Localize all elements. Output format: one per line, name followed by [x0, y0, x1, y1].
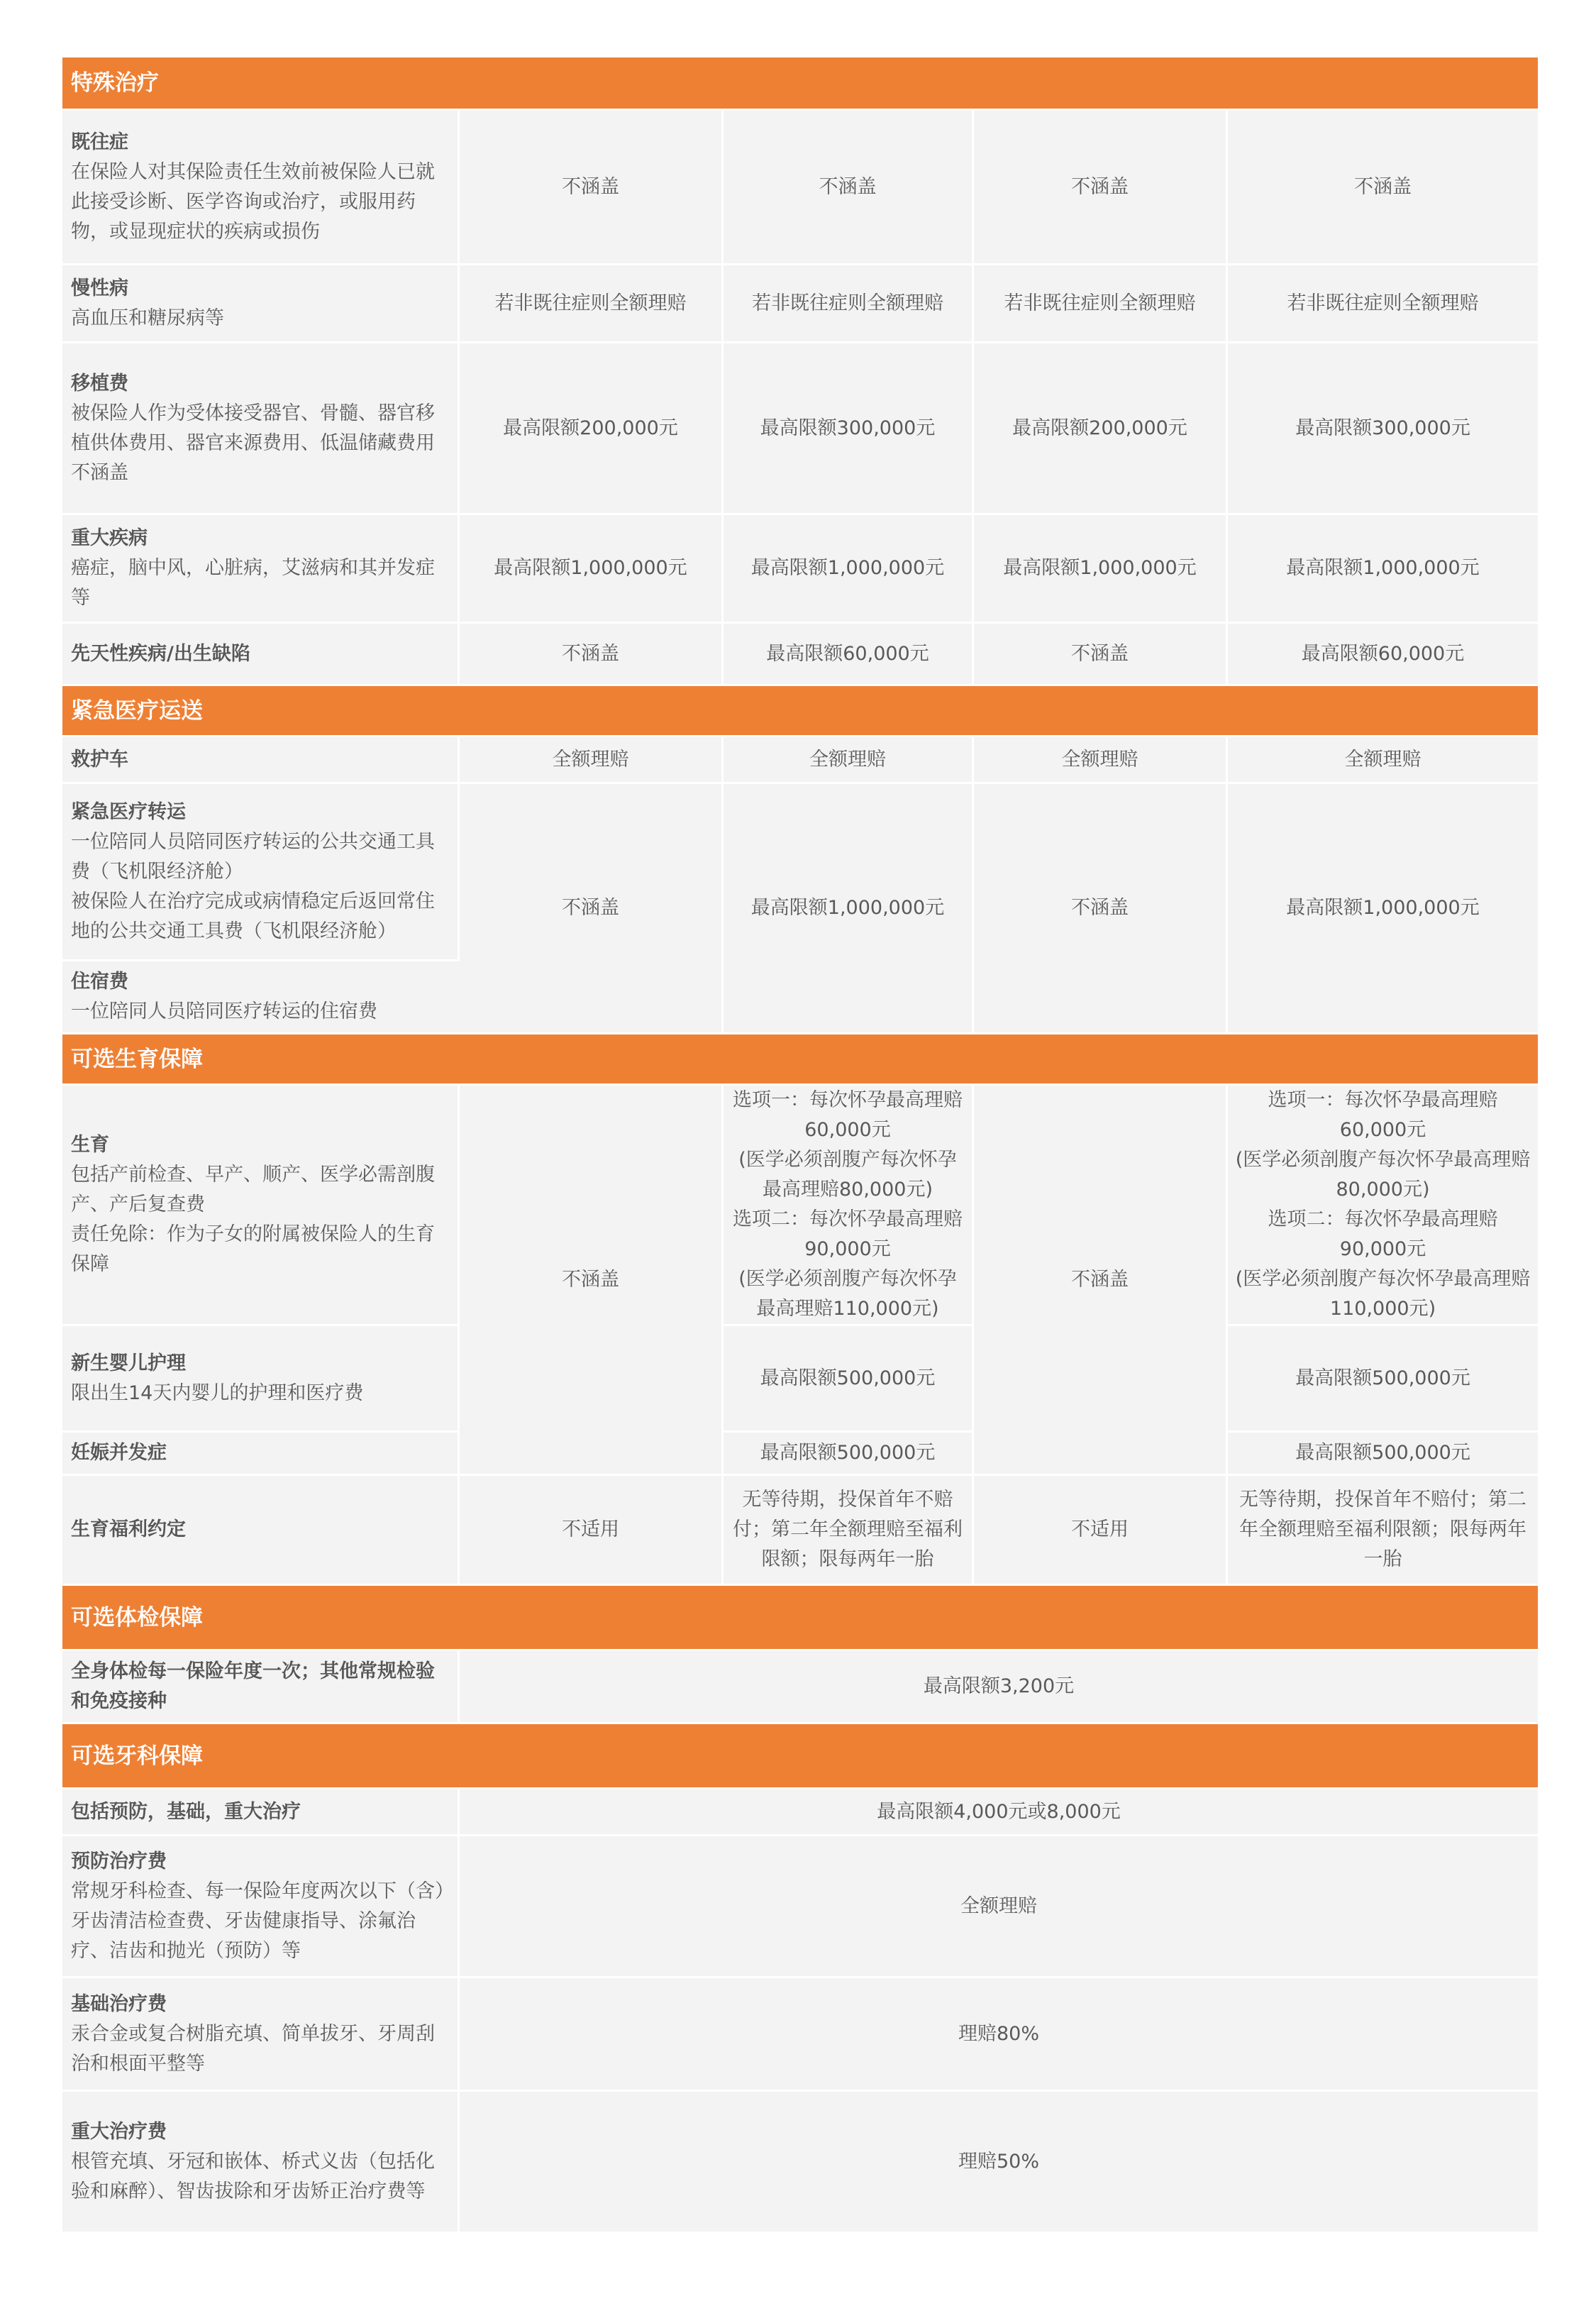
- cell-value: 理赔80%: [460, 1978, 1538, 2092]
- row-description: 被保险人作为受体接受器官、骨髓、器官移植供体费用、器官来源费用、低温储藏费用不涵盖: [71, 402, 435, 484]
- cell-value: 最高限额1,000,000元: [724, 515, 974, 624]
- cell-value: 不涵盖: [460, 784, 724, 1035]
- row-label: [62, 961, 460, 1035]
- benefits-table-wrapper: [62, 57, 1538, 2234]
- section-title: 可选体检保障: [62, 1586, 1538, 1651]
- row-title: 生育: [71, 1134, 109, 1156]
- row-title: 重大疾病: [71, 527, 148, 549]
- cell-value: 最高限额300,000元: [1228, 343, 1538, 515]
- section-title: 紧急医疗运送: [62, 686, 1538, 737]
- cell-value-options: [1228, 1086, 1538, 1326]
- cell-value: 不涵盖: [460, 624, 724, 686]
- row-title: 既往症: [71, 131, 128, 153]
- row-description: 常规牙科检查、每一保险年度两次以下（含）牙齿清洁检查费、牙齿健康指导、涂氟治疗、洁齿和抛光（预防）等: [71, 1880, 445, 1962]
- cell-value: 全额理赔: [460, 1836, 1538, 1978]
- row-label: [62, 1651, 460, 1724]
- cell-value: 不适用: [460, 1476, 724, 1586]
- row-description: 一位陪同人员陪同医疗转运的住宿费: [71, 1000, 377, 1022]
- option-line: 选项二：每次怀孕最高理赔90,000元: [733, 1208, 963, 1260]
- cell-value: 不涵盖: [1228, 111, 1538, 265]
- cell-value: 若非既往症则全额理赔: [1228, 265, 1538, 343]
- row-title: 全身体检每一保险年度一次；其他常规检验和免疫接种: [71, 1660, 435, 1712]
- row-title: 妊娠并发症: [71, 1442, 167, 1464]
- row-label: [62, 1086, 460, 1326]
- row-title: 慢性病: [71, 277, 128, 299]
- cell-value: 全额理赔: [974, 737, 1228, 784]
- cell-value: 最高限额500,000元: [1228, 1326, 1538, 1433]
- row-description: 包括产前检查、早产、顺产、医学必需剖腹产、产后复查费: [71, 1164, 435, 1215]
- cell-value: 不涵盖: [974, 1086, 1228, 1476]
- row-label: [62, 1789, 460, 1836]
- cell-value: 全额理赔: [1228, 737, 1538, 784]
- cell-value: 最高限额60,000元: [1228, 624, 1538, 686]
- cell-value: 全额理赔: [460, 737, 724, 784]
- table-row-preexisting: [62, 111, 1538, 265]
- section-title: 可选生育保障: [62, 1035, 1538, 1086]
- row-label: [62, 737, 460, 784]
- row-label: [62, 265, 460, 343]
- table-row-dental-all: [62, 1789, 1538, 1836]
- cell-value: 不涵盖: [460, 111, 724, 265]
- cell-value: 最高限额1,000,000元: [1228, 515, 1538, 624]
- row-label: [62, 784, 460, 961]
- cell-value: 最高限额500,000元: [724, 1326, 974, 1433]
- section-header-emergency: [62, 686, 1538, 737]
- section-header-dental: [62, 1724, 1538, 1789]
- row-title: 移植费: [71, 372, 128, 395]
- option-line: (医学必须剖腹产每次怀孕最高理赔80,000元): [738, 1149, 957, 1201]
- row-label: [62, 2092, 460, 2234]
- cell-value: 全额理赔: [724, 737, 974, 784]
- table-row-transplant: [62, 343, 1538, 515]
- benefits-table: [62, 57, 1538, 2234]
- cell-value: 无等待期，投保首年不赔付；第二年全额理赔至福利限额；限每两年一胎: [724, 1476, 974, 1586]
- cell-value: 不涵盖: [460, 1086, 724, 1476]
- cell-value: 最高限额200,000元: [974, 343, 1228, 515]
- option-line: (医学必须剖腹产每次怀孕最高理赔80,000元): [1235, 1149, 1531, 1201]
- row-title: 预防治疗费: [71, 1850, 167, 1872]
- row-label: [62, 1978, 460, 2092]
- row-description: 被保险人在治疗完成或病情稳定后返回常住地的公共交通工具费（飞机限经济舱）: [71, 890, 435, 942]
- row-label: [62, 343, 460, 515]
- cell-value: 最高限额1,000,000元: [974, 515, 1228, 624]
- table-row-chronic: [62, 265, 1538, 343]
- cell-value: 最高限额1,000,000元: [1228, 784, 1538, 1035]
- row-title: 先天性疾病/出生缺陷: [71, 642, 250, 665]
- row-title: 生育福利约定: [71, 1518, 186, 1540]
- row-title: 重大治疗费: [71, 2120, 167, 2143]
- section-title: 可选牙科保障: [62, 1724, 1538, 1789]
- row-description: 癌症，脑中风，心脏病，艾滋病和其并发症等: [71, 557, 435, 609]
- table-row-congenital: [62, 624, 1538, 686]
- cell-value: 理赔50%: [460, 2092, 1538, 2234]
- table-row-dental-major: [62, 2092, 1538, 2234]
- cell-value: 不涵盖: [974, 624, 1228, 686]
- row-description: 在保险人对其保险责任生效前被保险人已就此接受诊断、医学咨询或治疗，或服用药物，或显现症状的疾病或损伤: [71, 160, 435, 243]
- table-row-ambulance: [62, 737, 1538, 784]
- table-row-newborn: [62, 1326, 1538, 1433]
- section-header-maternity: [62, 1035, 1538, 1086]
- table-row-dental-preventive: [62, 1836, 1538, 1978]
- row-title: 包括预防，基础，重大治疗: [71, 1800, 301, 1823]
- cell-value: 若非既往症则全额理赔: [460, 265, 724, 343]
- table-row-checkup: [62, 1651, 1538, 1724]
- table-row-evacuation: [62, 784, 1538, 961]
- cell-value: 最高限额500,000元: [1228, 1433, 1538, 1476]
- section-header-special: [62, 57, 1538, 111]
- option-line: 选项二：每次怀孕最高理赔90,000元: [1268, 1208, 1498, 1260]
- option-line: (医学必须剖腹产每次怀孕最高理赔110,000元): [738, 1268, 957, 1320]
- cell-value: 最高限额3,200元: [460, 1651, 1538, 1724]
- cell-value: 不涵盖: [724, 111, 974, 265]
- cell-value: 若非既往症则全额理赔: [974, 265, 1228, 343]
- table-row-pregnancy-complications: [62, 1433, 1538, 1476]
- row-description: 责任免除：作为子女的附属被保险人的生育保障: [71, 1223, 435, 1275]
- row-label: [62, 624, 460, 686]
- row-label: [62, 1476, 460, 1586]
- table-row-dental-basic: [62, 1978, 1538, 2092]
- row-label: [62, 1836, 460, 1978]
- option-line: 选项一：每次怀孕最高理赔60,000元: [733, 1089, 963, 1141]
- row-label: [62, 111, 460, 265]
- cell-value: 最高限额200,000元: [460, 343, 724, 515]
- row-title: 紧急医疗转运: [71, 800, 186, 823]
- row-description: 根管充填、牙冠和嵌体、桥式义齿（包括化验和麻醉）、智齿拔除和牙齿矫正治疗费等: [71, 2150, 435, 2202]
- row-label: [62, 515, 460, 624]
- table-row-maternity: [62, 1086, 1538, 1326]
- cell-value: 不涵盖: [974, 784, 1228, 1035]
- section-title: 特殊治疗: [62, 57, 1538, 111]
- cell-value-options: [724, 1086, 974, 1326]
- row-title: 新生婴儿护理: [71, 1352, 186, 1374]
- cell-value: 最高限额4,000元或8,000元: [460, 1789, 1538, 1836]
- row-description: 一位陪同人员陪同医疗转运的公共交通工具费（飞机限经济舱）: [71, 830, 435, 883]
- row-title: 基础治疗费: [71, 1992, 167, 2015]
- cell-value: 最高限额1,000,000元: [724, 784, 974, 1035]
- option-line: 选项一：每次怀孕最高理赔60,000元: [1268, 1089, 1498, 1141]
- row-description: 汞合金或复合树脂充填、简单拔牙、牙周刮治和根面平整等: [71, 2022, 435, 2075]
- table-row-maternity-terms: [62, 1476, 1538, 1586]
- row-label: [62, 1433, 460, 1476]
- cell-value: 最高限额300,000元: [724, 343, 974, 515]
- row-title: 救护车: [71, 748, 128, 771]
- cell-value: 无等待期，投保首年不赔付；第二年全额理赔至福利限额；限每两年一胎: [1228, 1476, 1538, 1586]
- row-label: [62, 1326, 460, 1433]
- row-description: 限出生14天内婴儿的护理和医疗费: [71, 1381, 364, 1404]
- row-description: 高血压和糖尿病等: [71, 307, 224, 329]
- cell-value: 最高限额60,000元: [724, 624, 974, 686]
- cell-value: 最高限额1,000,000元: [460, 515, 724, 624]
- cell-value: 不适用: [974, 1476, 1228, 1586]
- table-row-critical-illness: [62, 515, 1538, 624]
- cell-value: 若非既往症则全额理赔: [724, 265, 974, 343]
- section-header-checkup: [62, 1586, 1538, 1651]
- option-line: (医学必须剖腹产每次怀孕最高理赔110,000元): [1235, 1268, 1531, 1320]
- cell-value: 最高限额500,000元: [724, 1433, 974, 1476]
- cell-value: 不涵盖: [974, 111, 1228, 265]
- row-title: 住宿费: [71, 971, 128, 993]
